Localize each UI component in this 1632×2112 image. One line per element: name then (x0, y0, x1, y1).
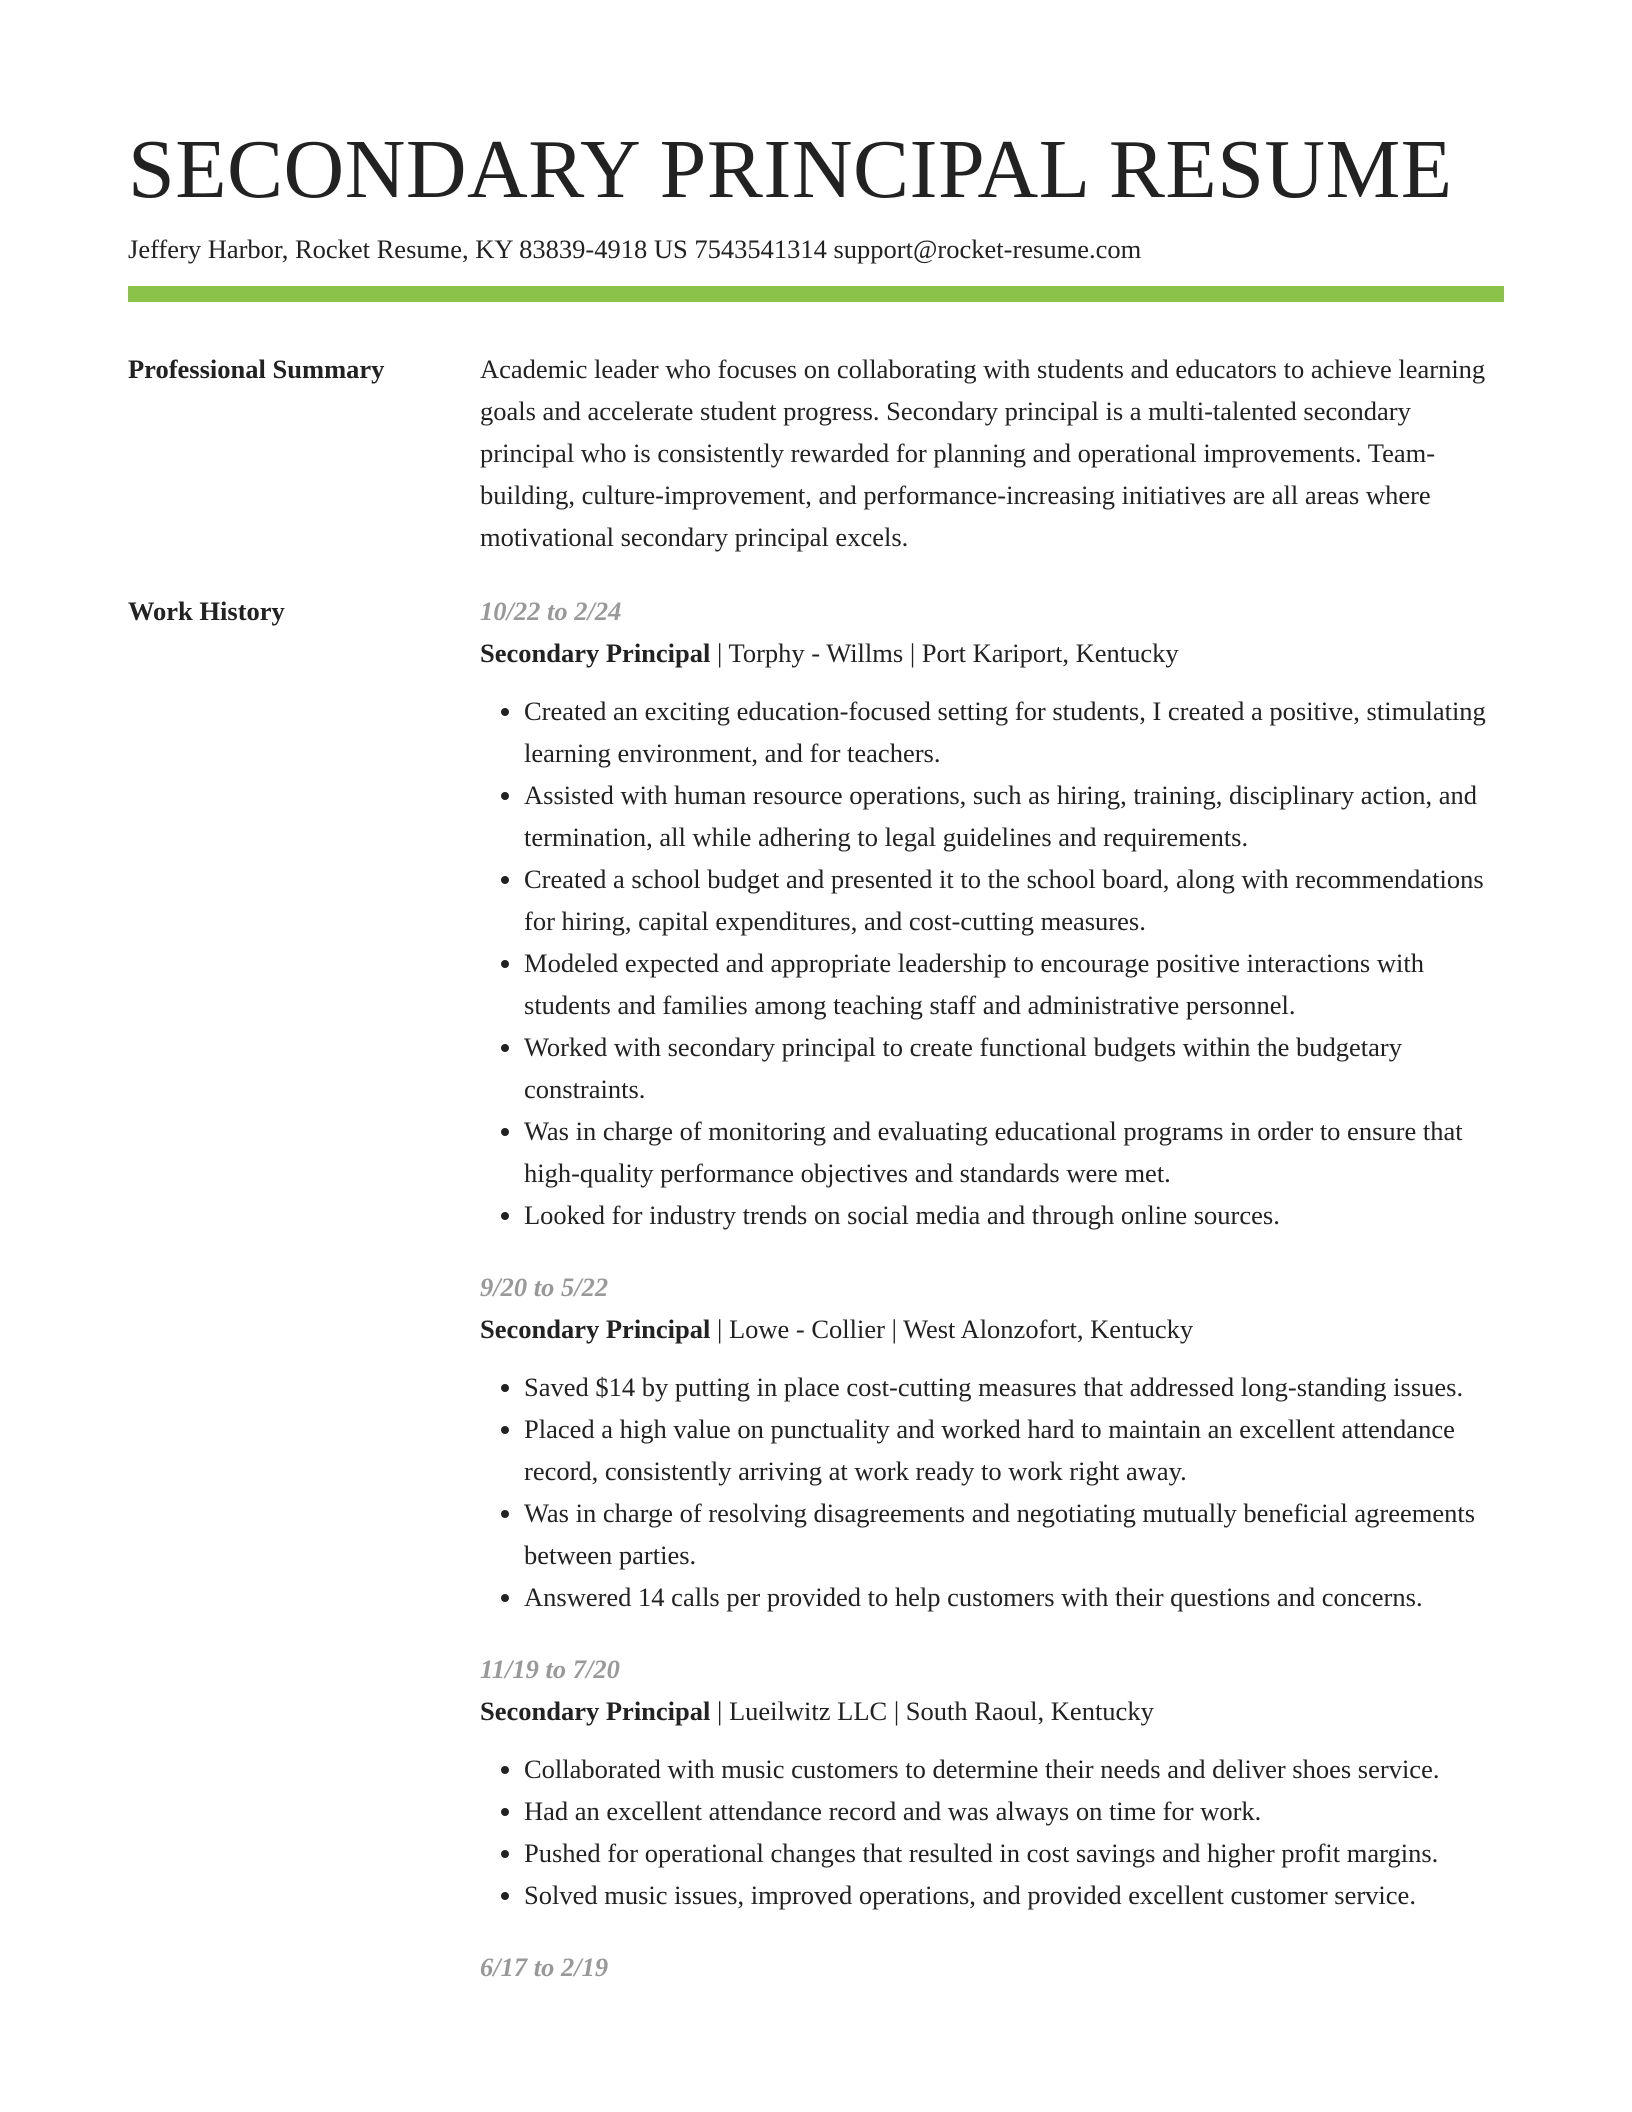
contact-line: Jeffery Harbor, Rocket Resume, KY 83839-4918 US 7543541314 support@rocket-resume.com (128, 234, 1142, 264)
job-title: Secondary Principal (480, 638, 711, 668)
separator: | (903, 638, 922, 668)
job-dates: 6/17 to 2/19 (480, 1952, 609, 1982)
job-bullet: • Looked for industry trends on social media and through online sources. (524, 1194, 1506, 1236)
job-bullet: • Saved $14 by putting in place cost-cutting measures that addressed long-standing issues. (524, 1366, 1506, 1408)
job-bullet-list (480, 690, 1506, 1236)
job-bullet-list (480, 1366, 1506, 1618)
summary-text: Academic leader who focuses on collaborating with students and educators to achieve learning goals and accelerate student progress. Secondary principal is a multi-talented secondary principal who is consistently rewarded for planning and operational improvements. Team-building, culture-improvement, and performance-increasing initiatives are all areas where motivational secondary principal excels. (480, 354, 1486, 552)
job-bullet: • Had an excellent attendance record and was always on time for work. (524, 1790, 1506, 1832)
job-bullet: • Placed a high value on punctuality and worked hard to maintain an excellent attendance record, consistently arriving at work ready to work right away. (524, 1408, 1506, 1492)
job-dates: 11/19 to 7/20 (480, 1654, 620, 1684)
job-bullet: • Created an exciting education-focused setting for students, I created a positive, stimulating learning environment, and for teachers. (524, 690, 1506, 774)
work-history-body (480, 590, 1506, 2018)
job-bullet-list (480, 1748, 1506, 1916)
job-entry (480, 590, 1506, 1236)
job-bullet: • Was in charge of resolving disagreements and negotiating mutually beneficial agreements between parties. (524, 1492, 1506, 1576)
job-location: South Raoul, Kentucky (905, 1696, 1154, 1726)
job-title: Secondary Principal (480, 1314, 711, 1344)
job-bullet: • Worked with secondary principal to create functional budgets within the budgetary constraints. (524, 1026, 1506, 1110)
job-location: Port Kariport, Kentucky (921, 638, 1179, 668)
job-title-line (480, 632, 1506, 674)
job-title-line (480, 1308, 1506, 1350)
job-location: West Alonzofort, Kentucky (903, 1314, 1194, 1344)
section-label-work-history: Work History (128, 596, 285, 626)
separator: | (710, 638, 729, 668)
job-bullet: • Pushed for operational changes that resulted in cost savings and higher profit margins. (524, 1832, 1506, 1874)
job-bullet: • Collaborated with music customers to determine their needs and deliver shoes service. (524, 1748, 1506, 1790)
job-bullet: • Solved music issues, improved operations, and provided excellent customer service. (524, 1874, 1506, 1916)
job-bullet: • Was in charge of monitoring and evaluating educational programs in order to ensure that high-quality performance objectives and standards were met. (524, 1110, 1506, 1194)
job-company: Lueilwitz LLC (728, 1696, 888, 1726)
section-label-summary: Professional Summary (128, 354, 385, 384)
job-company: Lowe - Collier (728, 1314, 885, 1344)
job-dates: 9/20 to 5/22 (480, 1272, 609, 1302)
job-entry (480, 1266, 1506, 1618)
summary-body (480, 348, 1506, 558)
job-title: Secondary Principal (480, 1696, 711, 1726)
separator: | (710, 1696, 729, 1726)
job-bullet: • Created a school budget and presented it to the school board, along with recommendations for hiring, capital expenditures, and cost-cutting measures. (524, 858, 1506, 942)
header-divider (128, 286, 1504, 302)
separator: | (884, 1314, 904, 1344)
job-bullet: • Answered 14 calls per provided to help customers with their questions and concerns. (524, 1576, 1506, 1618)
job-entry (480, 1946, 1506, 1988)
separator: | (710, 1314, 729, 1344)
separator: | (887, 1696, 906, 1726)
resume-title: SECONDARY PRINCIPAL RESUME (128, 123, 1453, 216)
job-company: Torphy - Willms (728, 638, 904, 668)
job-bullet: • Assisted with human resource operations, such as hiring, training, disciplinary action, and termination, all while adhering to legal guidelines and requirements. (524, 774, 1506, 858)
job-dates: 10/22 to 2/24 (480, 596, 622, 626)
job-entry (480, 1648, 1506, 1916)
job-title-line (480, 1690, 1506, 1732)
job-bullet: • Modeled expected and appropriate leadership to encourage positive interactions with students and families among teaching staff and administrative personnel. (524, 942, 1506, 1026)
